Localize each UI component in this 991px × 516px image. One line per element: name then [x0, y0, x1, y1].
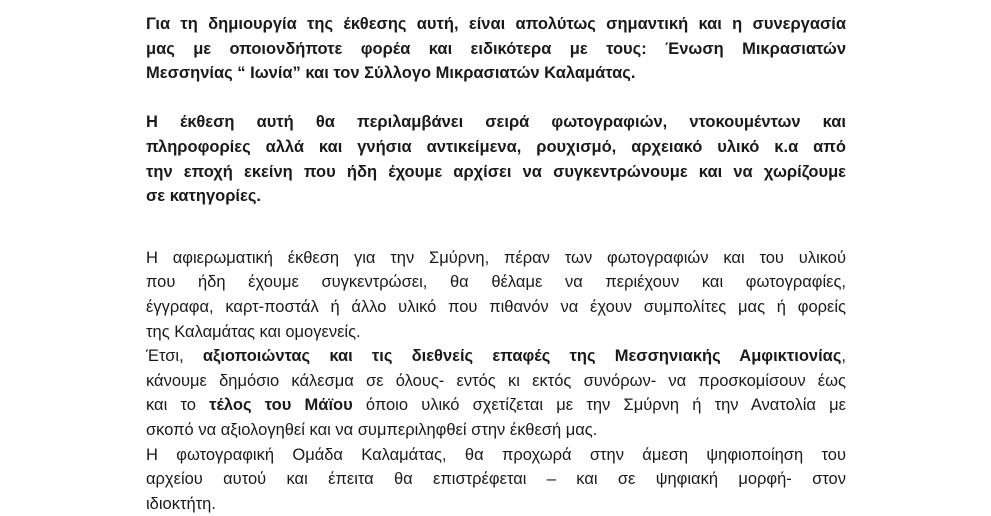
text-line [146, 344, 846, 369]
text-line: κάνουμε δημόσιο κάλεσμα σε όλους- εντός κι εκτός συνόρων- να προσκομίσουν έως [146, 369, 846, 394]
text-span: όποιο υλικό σχετίζεται με την Σμύρνη ή την Ανατολία με [353, 396, 846, 414]
text-line [146, 393, 846, 418]
text-span: και το [146, 396, 209, 414]
paragraph-cooperation [146, 12, 846, 86]
text-line: έγγραφα, καρτ-ποστάλ ή άλλο υλικό που πιθανόν να έχουν συμπολίτες μας ή φορείς [146, 295, 846, 320]
paragraph-public-call [146, 344, 846, 442]
paragraph-exhibition-content [146, 110, 846, 208]
text-line: Για τη δημιουργία της έκθεσης αυτή, είναι απολύτως σημαντική και η συνεργασία [146, 12, 846, 37]
text-span: , [841, 347, 846, 365]
text-line: Η αφιερωματική έκθεση για την Σμύρνη, πέραν των φωτογραφιών και του υλικού [146, 246, 846, 271]
text-line: που ήδη έχουμε συγκεντρώσει, θα θέλαμε να περιέχουν και φωτογραφίες, [146, 270, 846, 295]
text-line: ιδιοκτήτη. [146, 492, 846, 516]
text-line: Η φωτογραφική Ομάδα Καλαμάτας, θα προχωρά στην άμεση ψηφιοποίηση του [146, 443, 846, 468]
text-line: της Καλαμάτας και ομογενείς. [146, 320, 846, 345]
paragraph-digitization [146, 443, 846, 516]
text-line: Η έκθεση αυτή θα περιλαμβάνει σειρά φωτογραφιών, ντοκουμέντων και [146, 110, 846, 135]
text-line: Μεσσηνίας “ Ιωνία” και τον Σύλλογο Μικρασιατών Καλαμάτας. [146, 61, 846, 86]
text-line: πληροφορίες αλλά και γνήσια αντικείμενα, ρουχισμό, αρχειακό υλικό κ.α από [146, 135, 846, 160]
text-line: την εποχή εκείνη που ήδη έχουμε αρχίσει να συγκεντρώνουμε και να χωρίζουμε [146, 160, 846, 185]
text-line: μας με οποιονδήποτε φορέα και ειδικότερα με τους: Ένωση Μικρασιατών [146, 37, 846, 62]
text-span: Έτσι, [146, 347, 203, 365]
bold-phrase: αξιοποιώντας και τις διεθνείς επαφές της Μεσσηνιακής Αμφικτιονίας [203, 347, 842, 365]
text-line: σκοπό να αξιολογηθεί και να συμπεριληφθεί στην έκθεσή μας. [146, 418, 846, 443]
bold-phrase: τέλος του Μάϊου [209, 396, 353, 414]
document-page [146, 12, 846, 516]
paragraph-smyrna-exhibition [146, 246, 846, 344]
text-line: αρχείου αυτού και έπειτα θα επιστρέφεται – και σε ψηφιακή μορφή- στον [146, 467, 846, 492]
text-line: σε κατηγορίες. [146, 184, 846, 209]
